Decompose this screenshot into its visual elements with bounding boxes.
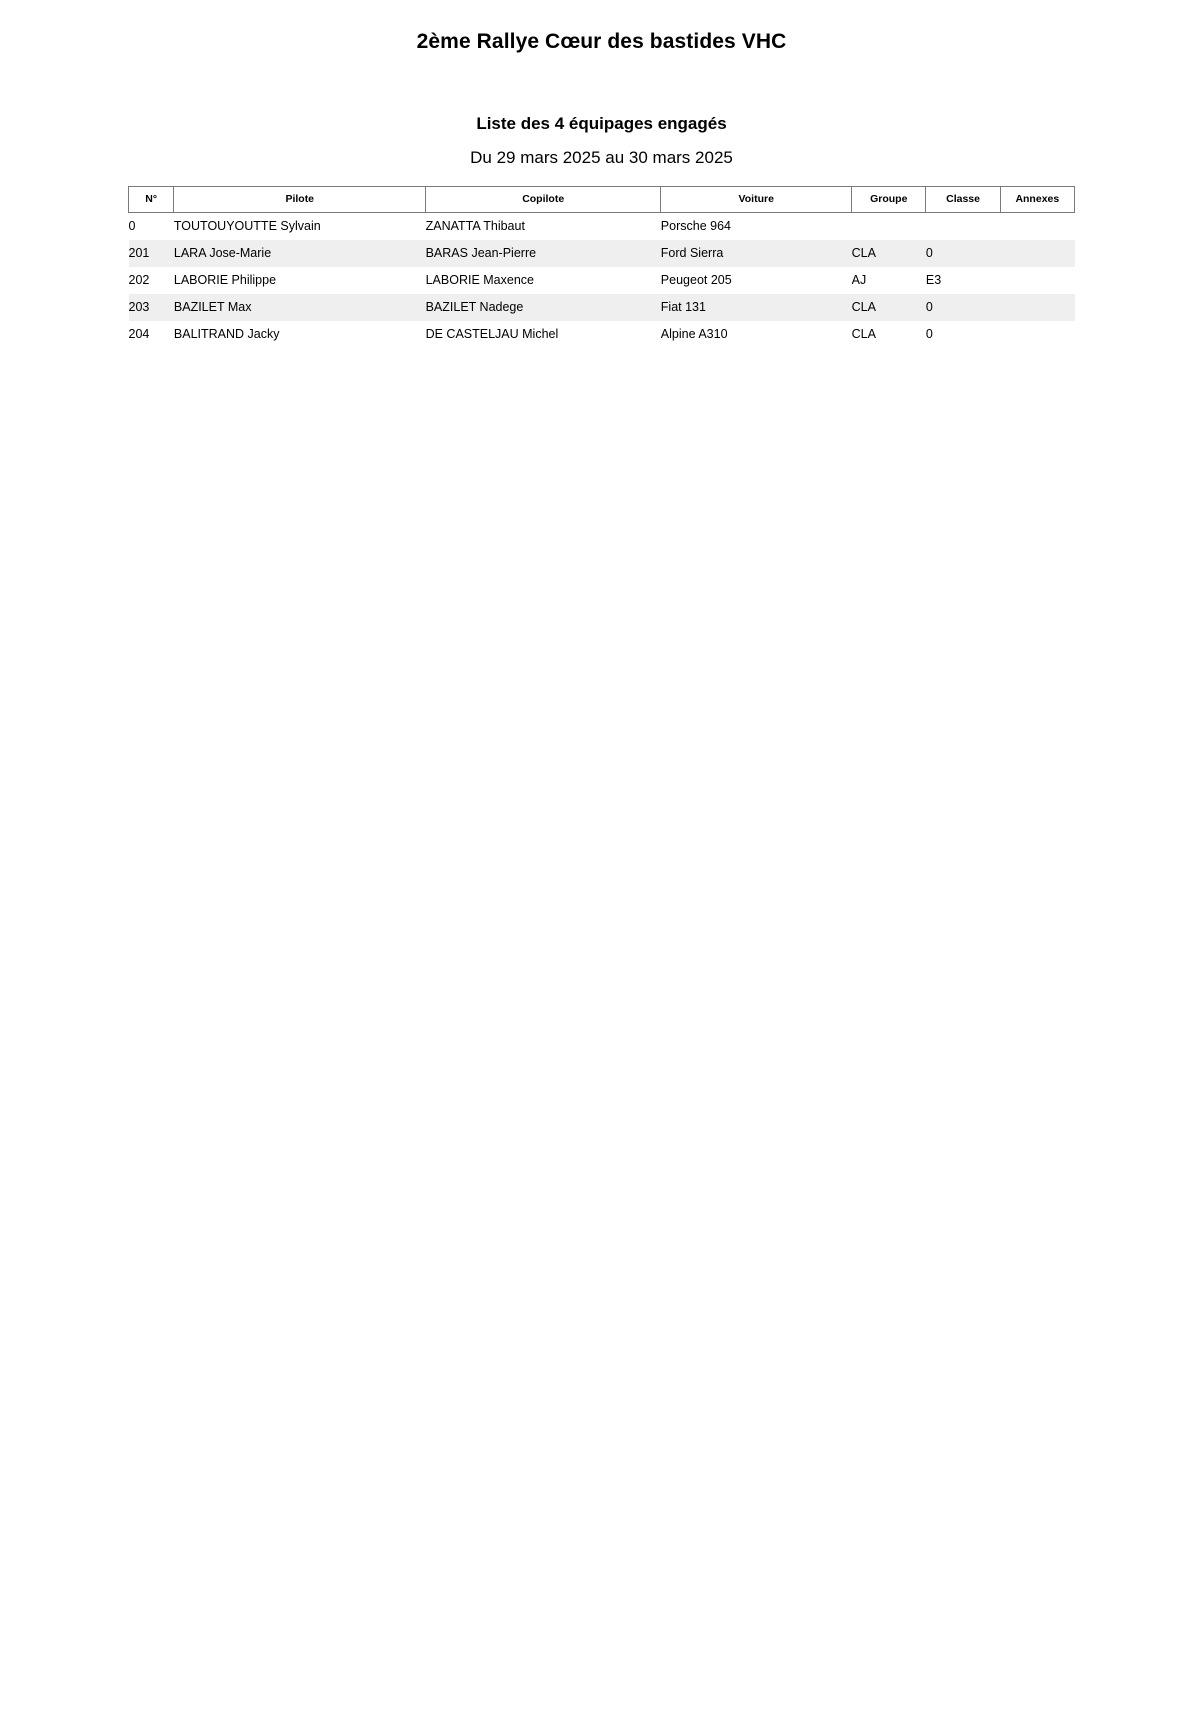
cell-classe: [926, 213, 1000, 241]
cell-pilote: TOUTOUYOUTTE Sylvain: [173, 219, 321, 233]
cell-annexes: [1000, 294, 1074, 321]
column-header-classe: Classe: [926, 187, 1000, 213]
page-title: 2ème Rallye Cœur des bastides VHC: [416, 30, 787, 53]
cell-number: 204: [128, 327, 150, 341]
cell-number: 201: [129, 240, 174, 267]
cell-classe: E3: [925, 273, 942, 287]
table-body: [129, 213, 1075, 349]
entrants-table-container: [0, 186, 1203, 348]
cell-groupe: [852, 213, 926, 241]
cell-voiture: Alpine A310: [660, 327, 728, 341]
cell-groupe: CLA: [852, 294, 926, 321]
table-header: [129, 187, 1075, 213]
cell-voiture: Ford Sierra: [661, 240, 852, 267]
cell-copilote: LABORIE Maxence: [425, 273, 534, 287]
cell-copilote: ZANATTA Thibaut: [425, 219, 525, 233]
cell-number: 203: [129, 294, 174, 321]
cell-classe: 0: [926, 294, 1000, 321]
table-row: [129, 213, 1075, 241]
table-header-row: [129, 187, 1075, 213]
entry-list-subtitle: Liste des 4 équipages engagés: [476, 114, 727, 133]
column-header-pilote: Pilote: [174, 187, 426, 213]
cell-copilote: BARAS Jean-Pierre: [426, 240, 661, 267]
table-row: [129, 267, 1075, 294]
cell-voiture: Fiat 131: [661, 294, 852, 321]
cell-number: 0: [128, 219, 136, 233]
cell-pilote: LABORIE Philippe: [173, 273, 277, 287]
column-header-annexes: Annexes: [1000, 187, 1074, 213]
cell-annexes: [1000, 240, 1074, 267]
cell-voiture: Peugeot 205: [660, 273, 732, 287]
column-header-groupe: Groupe: [852, 187, 926, 213]
cell-classe: 0: [926, 240, 1000, 267]
cell-voiture: Porsche 964: [660, 219, 731, 233]
cell-annexes: [1000, 267, 1074, 294]
cell-classe: 0: [925, 327, 933, 341]
table-row: [129, 321, 1075, 348]
table-row: [129, 294, 1075, 321]
entrants-table: [128, 186, 1075, 348]
cell-groupe: CLA: [851, 327, 876, 341]
cell-groupe: CLA: [852, 240, 926, 267]
cell-copilote: BAZILET Nadege: [426, 294, 661, 321]
column-header-number: N°: [129, 187, 174, 213]
column-header-copilote: Copilote: [426, 187, 661, 213]
cell-number: 202: [128, 273, 150, 287]
cell-annexes: [1000, 213, 1074, 241]
cell-pilote: BALITRAND Jacky: [173, 327, 280, 341]
event-date-range: Du 29 mars 2025 au 30 mars 2025: [470, 148, 733, 167]
cell-copilote: DE CASTELJAU Michel: [425, 327, 559, 341]
cell-annexes: [1000, 321, 1074, 348]
table-row: [129, 240, 1075, 267]
cell-pilote: LARA Jose-Marie: [174, 240, 426, 267]
cell-pilote: BAZILET Max: [174, 294, 426, 321]
column-header-voiture: Voiture: [661, 187, 852, 213]
cell-groupe: AJ: [851, 273, 867, 287]
document-page: [0, 30, 1203, 1729]
